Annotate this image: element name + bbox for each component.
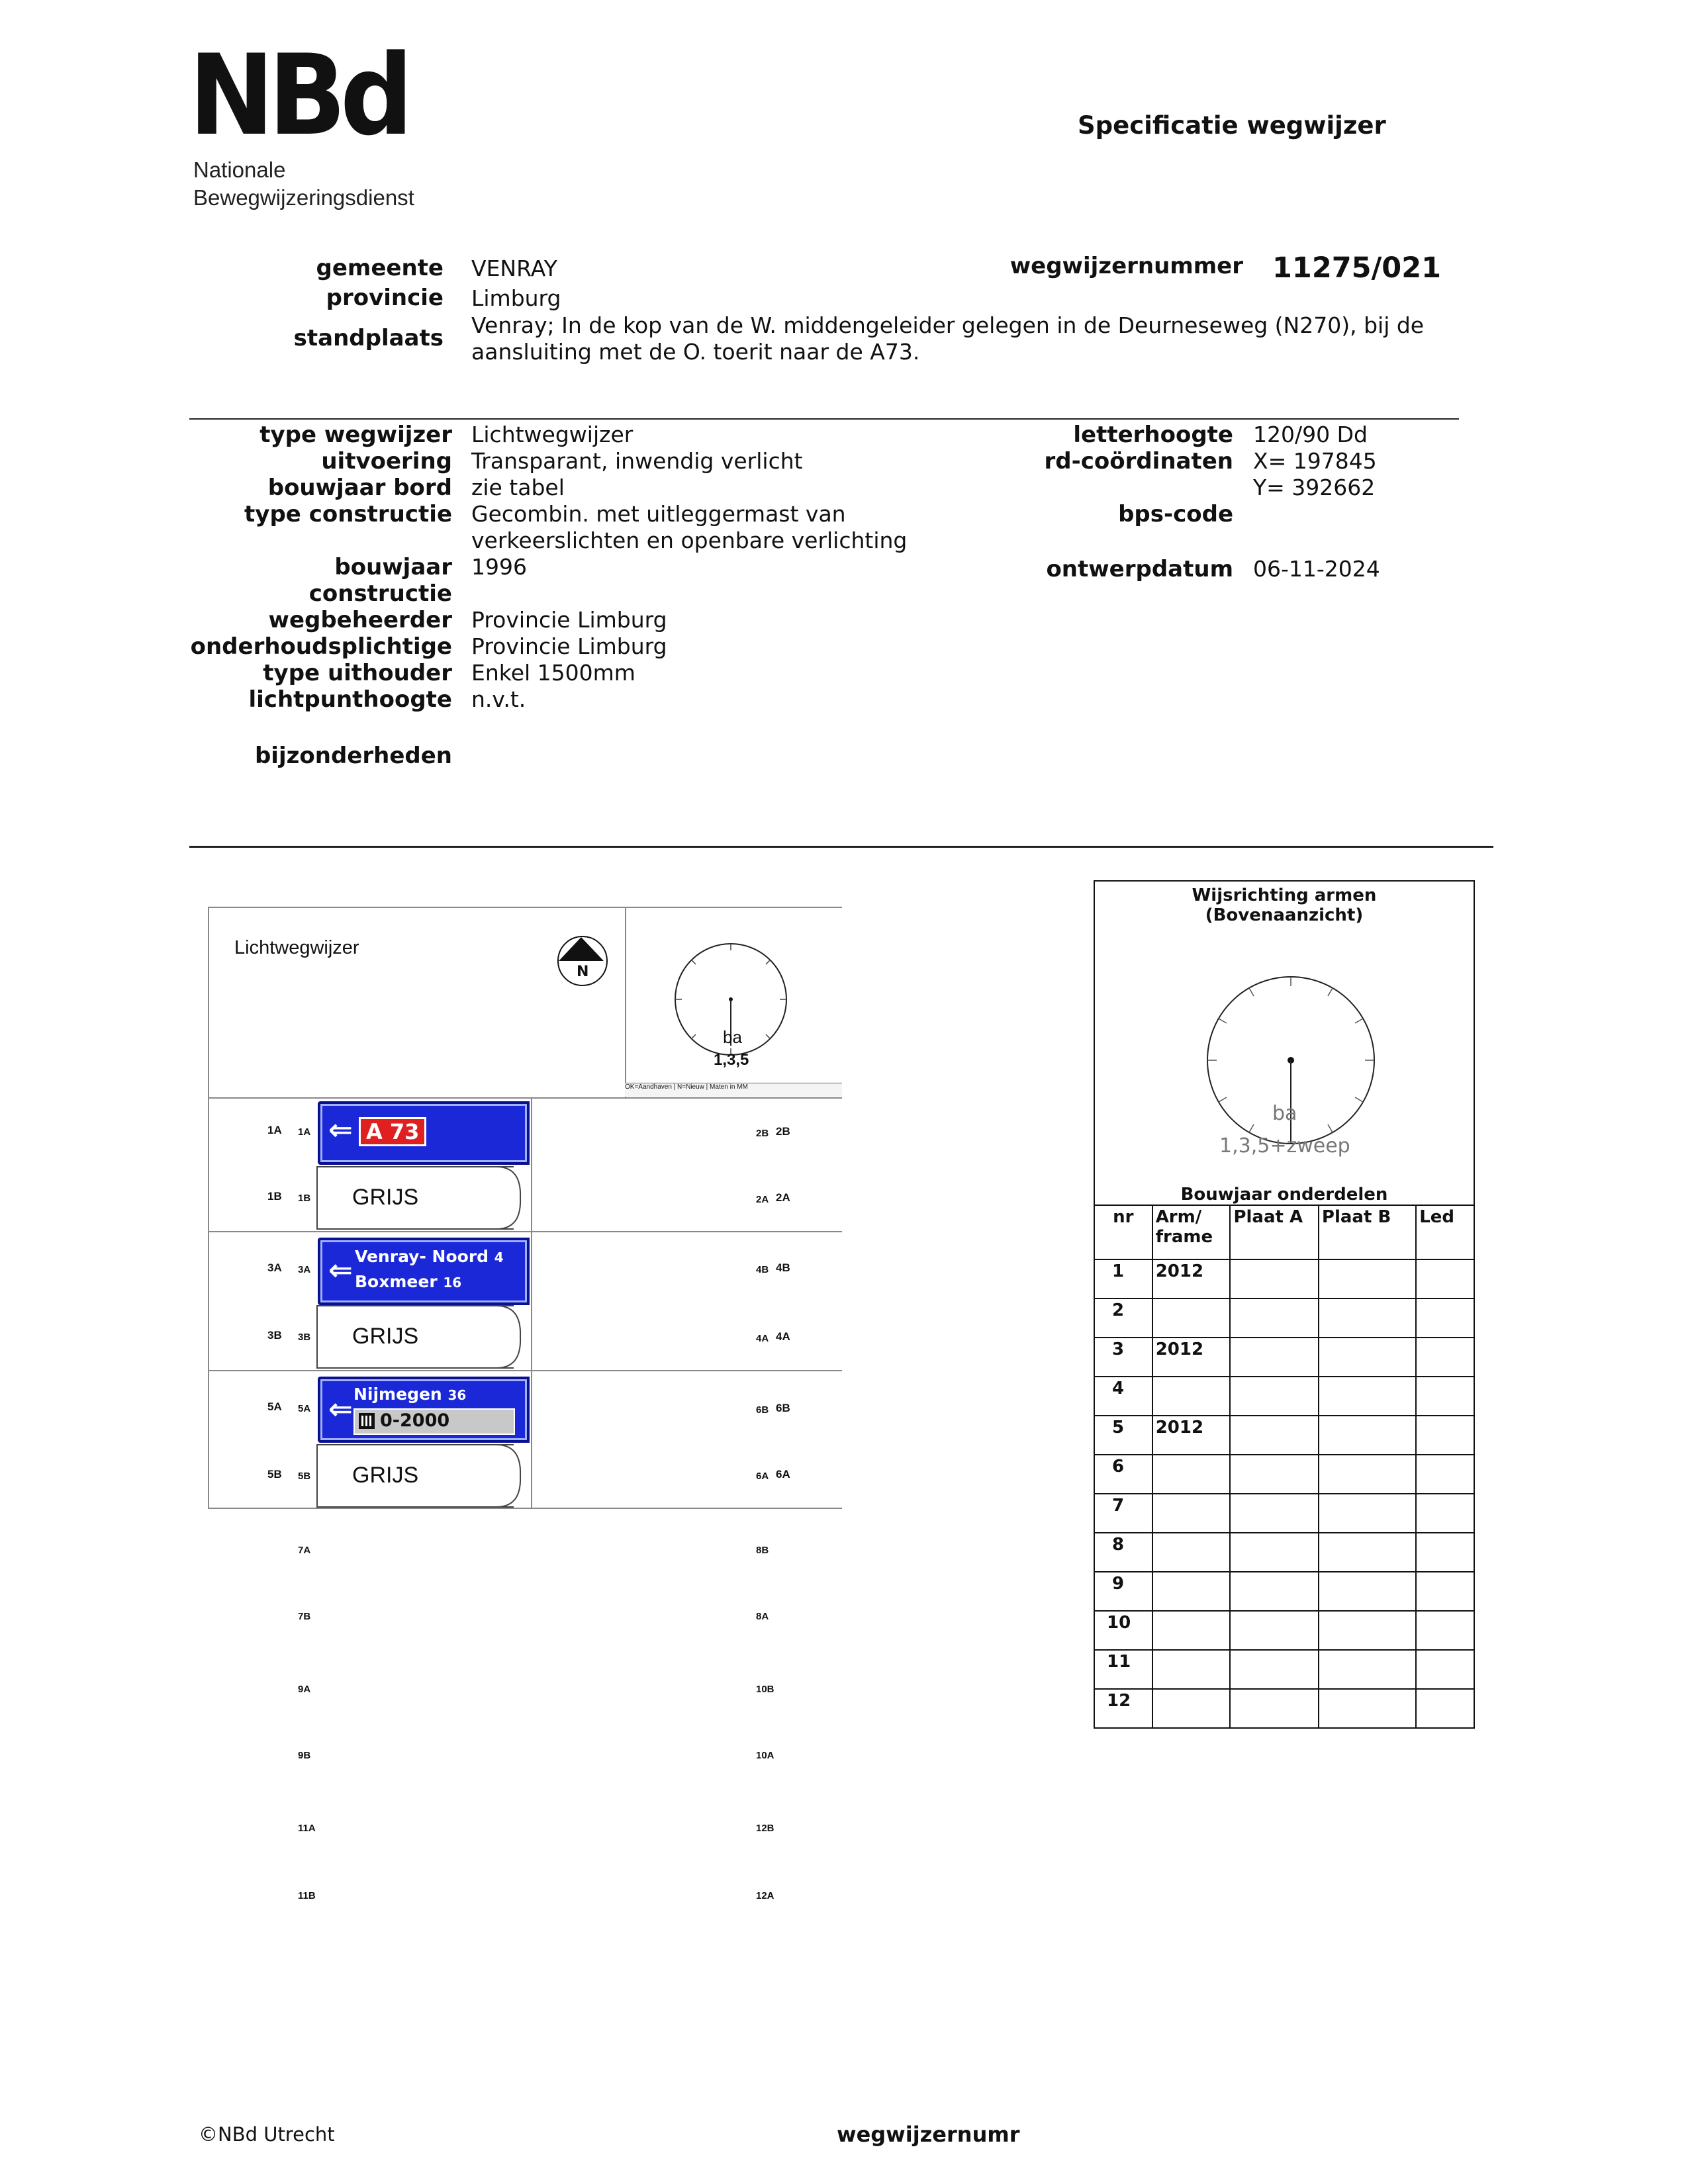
rd-x-value: X= 197845 bbox=[1253, 448, 1377, 474]
arm-label: 6A bbox=[756, 1471, 769, 1482]
sign-distance: 4 bbox=[494, 1250, 504, 1265]
table-cell: 3 bbox=[1094, 1338, 1152, 1377]
drawing-header-bottom bbox=[208, 1097, 842, 1099]
arrow-left-icon: ⇐ bbox=[328, 1113, 353, 1147]
divider-top bbox=[189, 418, 1459, 420]
arrow-left-icon: ⇐ bbox=[328, 1392, 353, 1426]
table-row bbox=[1094, 1689, 1474, 1728]
arm-label: 9B bbox=[298, 1750, 311, 1761]
table-row bbox=[1094, 1416, 1474, 1455]
arm-label: 11A bbox=[298, 1823, 316, 1834]
table-row bbox=[1094, 1455, 1474, 1494]
arm-label: 7A bbox=[298, 1545, 311, 1556]
arm-label: 9A bbox=[298, 1684, 311, 1695]
table-row bbox=[1094, 1611, 1474, 1650]
ontwerpdatum-label: ontwerpdatum bbox=[1046, 556, 1233, 582]
spec-label: onderhoudsplichtige bbox=[190, 633, 452, 660]
arrow-left-icon: ⇐ bbox=[328, 1253, 353, 1287]
right-column-line bbox=[531, 1099, 532, 1509]
table-cell bbox=[1416, 1455, 1474, 1494]
spec-row bbox=[146, 501, 1006, 527]
table-cell bbox=[1319, 1650, 1416, 1689]
sign-destination: Venray- Noord bbox=[355, 1247, 489, 1266]
table-cell: 10 bbox=[1094, 1611, 1152, 1650]
table-cell bbox=[1230, 1494, 1318, 1533]
table-cell bbox=[1416, 1611, 1474, 1650]
arm-label: 5A bbox=[267, 1400, 282, 1413]
arm-label: 10B bbox=[756, 1684, 774, 1695]
spec-label: constructie bbox=[308, 580, 452, 607]
spec-label bbox=[146, 527, 452, 554]
table-row bbox=[1094, 1338, 1474, 1377]
arm-label: 2A bbox=[776, 1191, 790, 1204]
wijsrichting-ba: ba bbox=[1272, 1102, 1297, 1125]
wegwijzernummer-label: wegwijzernummer bbox=[1009, 253, 1243, 279]
provincie-label: provincie bbox=[326, 285, 444, 311]
spec-row bbox=[146, 475, 1006, 501]
sign-distance: 36 bbox=[447, 1387, 467, 1403]
table-row bbox=[1094, 1533, 1474, 1572]
bouwjaar-table bbox=[1094, 1205, 1475, 1729]
spec-value: Enkel 1500mm bbox=[471, 660, 635, 686]
sign-grijs-text: GRIJS bbox=[352, 1185, 419, 1210]
row-separator bbox=[208, 1370, 842, 1371]
table-cell bbox=[1152, 1377, 1231, 1416]
table-cell bbox=[1319, 1689, 1416, 1728]
table-cell: 7 bbox=[1094, 1494, 1152, 1533]
table-cell bbox=[1152, 1494, 1231, 1533]
sign-destination: Nijmegen bbox=[353, 1385, 442, 1404]
table-cell bbox=[1230, 1689, 1318, 1728]
spec-row bbox=[146, 607, 1006, 633]
drawing-left-line bbox=[208, 907, 209, 1509]
table-cell: 5 bbox=[1094, 1416, 1152, 1455]
table-cell bbox=[1152, 1298, 1231, 1338]
table-cell: 2012 bbox=[1152, 1416, 1231, 1455]
row-separator bbox=[208, 1231, 842, 1232]
spec-row bbox=[146, 633, 1006, 660]
table-cell bbox=[1319, 1298, 1416, 1338]
arm-label: 5B bbox=[267, 1468, 282, 1480]
arm-label: 5A bbox=[298, 1403, 311, 1414]
spec-value: 1996 bbox=[471, 554, 527, 580]
table-row bbox=[1094, 1650, 1474, 1689]
logo-line-2: Bewegwijzeringsdienst bbox=[193, 185, 414, 210]
arm-label: 1A bbox=[298, 1126, 311, 1138]
table-row bbox=[1094, 1572, 1474, 1611]
arm-label: 6B bbox=[776, 1402, 790, 1414]
table-cell bbox=[1319, 1494, 1416, 1533]
spec-value: verkeerslichten en openbare verlichting bbox=[471, 527, 908, 553]
sign-5a-nijmegen bbox=[318, 1377, 530, 1443]
table-cell bbox=[1230, 1377, 1318, 1416]
table-cell bbox=[1152, 1689, 1231, 1728]
table-cell bbox=[1319, 1259, 1416, 1298]
table-cell bbox=[1319, 1338, 1416, 1377]
spec-row bbox=[146, 580, 1006, 607]
table-cell bbox=[1416, 1416, 1474, 1455]
footer-wegwijzernummer: wegwijzernumr bbox=[837, 2122, 1020, 2147]
arm-label: 3A bbox=[267, 1261, 282, 1274]
bijzonderheden-label: bijzonderheden bbox=[254, 743, 452, 769]
nbd-logo: NBd bbox=[189, 30, 408, 160]
table-cell bbox=[1416, 1650, 1474, 1689]
arm-label: 7B bbox=[298, 1611, 311, 1622]
drawing-legend: OK=Aandhaven | N=Nieuw | Maten in MM bbox=[625, 1083, 842, 1097]
table-cell: 2012 bbox=[1152, 1259, 1231, 1298]
arm-label: 1A bbox=[267, 1124, 282, 1136]
sign-grijs bbox=[316, 1444, 514, 1508]
table-cell bbox=[1319, 1377, 1416, 1416]
table-cell bbox=[1230, 1259, 1318, 1298]
arm-label: 4A bbox=[776, 1330, 790, 1343]
sign-grijs-text: GRIJS bbox=[352, 1463, 419, 1488]
arm-label: 12A bbox=[756, 1890, 774, 1901]
arm-label: 4B bbox=[756, 1264, 769, 1275]
table-cell: 4 bbox=[1094, 1377, 1152, 1416]
spec-value: Transparant, inwendig verlicht bbox=[471, 448, 803, 474]
arm-label: 6A bbox=[776, 1468, 790, 1480]
table-cell bbox=[1152, 1650, 1231, 1689]
table-header-row bbox=[1094, 1205, 1474, 1259]
rd-y-value: Y= 392662 bbox=[1253, 475, 1376, 500]
table-row bbox=[1094, 1298, 1474, 1338]
spec-label: lichtpunthoogte bbox=[248, 686, 452, 713]
sign-grijs bbox=[316, 1166, 514, 1230]
table-cell bbox=[1416, 1259, 1474, 1298]
table-cell bbox=[1230, 1650, 1318, 1689]
spec-row bbox=[146, 448, 1006, 475]
compass-ba: ba bbox=[723, 1027, 742, 1047]
table-cell bbox=[1319, 1533, 1416, 1572]
table-row bbox=[1094, 1259, 1474, 1298]
arm-label: 3B bbox=[298, 1332, 311, 1343]
arm-label: 4B bbox=[776, 1261, 790, 1274]
wegwijzernummer-value: 11275/021 bbox=[1272, 251, 1442, 285]
spec-row bbox=[146, 527, 1006, 554]
wijsrichting-panel bbox=[1094, 880, 1475, 1729]
arm-label: 2B bbox=[776, 1125, 790, 1138]
table-cell bbox=[1416, 1533, 1474, 1572]
column-header: Plaat A bbox=[1230, 1205, 1318, 1259]
table-cell bbox=[1152, 1572, 1231, 1611]
arm-label: 12B bbox=[756, 1823, 774, 1834]
rd-coordinaten-label: rd-coördinaten bbox=[1044, 448, 1233, 475]
table-cell bbox=[1319, 1611, 1416, 1650]
compass-nums: 1,3,5 bbox=[714, 1051, 749, 1069]
bps-code-label: bps-code bbox=[1118, 501, 1233, 527]
parking-hours: 0-2000 bbox=[380, 1410, 450, 1431]
table-cell bbox=[1230, 1572, 1318, 1611]
table-cell bbox=[1416, 1338, 1474, 1377]
wijsrichting-title-1: Wijsrichting armen bbox=[1192, 886, 1377, 905]
sign-line-1 bbox=[353, 1385, 466, 1404]
row-separator bbox=[208, 1508, 842, 1509]
specs-left bbox=[146, 422, 1006, 713]
arm-label: 2B bbox=[756, 1128, 769, 1139]
spec-label: bouwjaar bord bbox=[267, 475, 452, 501]
arm-label: 6B bbox=[756, 1404, 769, 1416]
arm-label: 8A bbox=[756, 1611, 769, 1622]
spec-row bbox=[146, 554, 1006, 580]
table-cell bbox=[1319, 1455, 1416, 1494]
sign-line-2 bbox=[355, 1272, 461, 1291]
arm-label: 1B bbox=[298, 1193, 311, 1204]
table-cell bbox=[1230, 1298, 1318, 1338]
sign-line-1 bbox=[355, 1247, 504, 1266]
letterhoogte-label: letterhoogte bbox=[1073, 422, 1233, 448]
arm-label: 5B bbox=[298, 1471, 311, 1482]
arm-label: 2A bbox=[756, 1194, 769, 1205]
spec-value: zie tabel bbox=[471, 475, 565, 500]
divider-middle bbox=[189, 846, 1493, 848]
table-cell bbox=[1230, 1611, 1318, 1650]
table-cell bbox=[1416, 1689, 1474, 1728]
table-cell: 6 bbox=[1094, 1455, 1152, 1494]
standplaats-line-2: aansluiting met de O. toerit naar de A73. bbox=[471, 339, 920, 365]
table-cell: 9 bbox=[1094, 1572, 1152, 1611]
table-cell: 2 bbox=[1094, 1298, 1152, 1338]
sign-3a-venray-noord bbox=[318, 1238, 530, 1305]
provincie-value: Limburg bbox=[471, 285, 561, 311]
table-cell bbox=[1416, 1572, 1474, 1611]
spec-row bbox=[146, 422, 1006, 448]
arm-label: 1B bbox=[267, 1190, 282, 1203]
table-cell bbox=[1230, 1533, 1318, 1572]
table-cell bbox=[1230, 1455, 1318, 1494]
north-label: N bbox=[577, 964, 589, 980]
table-cell bbox=[1319, 1572, 1416, 1611]
arm-label: 10A bbox=[756, 1750, 774, 1761]
table-row bbox=[1094, 1494, 1474, 1533]
gemeente-value: VENRAY bbox=[471, 255, 557, 281]
table-cell bbox=[1152, 1455, 1231, 1494]
parking-icon bbox=[359, 1413, 375, 1429]
wijsrichting-title-2: (Bovenaanzicht) bbox=[1205, 905, 1364, 925]
standplaats-label: standplaats bbox=[293, 325, 444, 351]
table-cell: 11 bbox=[1094, 1650, 1152, 1689]
arm-label: 4A bbox=[756, 1333, 769, 1344]
ontwerpdatum-value: 06-11-2024 bbox=[1253, 556, 1380, 582]
arm-label: 8B bbox=[756, 1545, 769, 1556]
arm-label: 3B bbox=[267, 1329, 282, 1342]
spec-row bbox=[146, 686, 1006, 713]
table-cell bbox=[1152, 1533, 1231, 1572]
letterhoogte-value: 120/90 Dd bbox=[1253, 422, 1368, 447]
spec-label: wegbeheerder bbox=[268, 607, 452, 633]
table-cell: 8 bbox=[1094, 1533, 1152, 1572]
column-header: Arm/ frame bbox=[1152, 1205, 1231, 1259]
sign-drawing bbox=[208, 907, 842, 1509]
sign-parking-bar bbox=[353, 1408, 515, 1435]
table-cell bbox=[1319, 1416, 1416, 1455]
column-header: nr bbox=[1094, 1205, 1152, 1259]
compass-large-icon bbox=[1198, 968, 1383, 1153]
spec-label: type wegwijzer bbox=[259, 422, 452, 448]
spec-value: n.v.t. bbox=[471, 686, 526, 712]
sign-grijs bbox=[316, 1305, 514, 1369]
spec-label: type constructie bbox=[244, 501, 452, 527]
sign-route-shield: A 73 bbox=[359, 1117, 426, 1146]
arm-label: 11B bbox=[298, 1890, 316, 1901]
logo-line-1: Nationale bbox=[193, 158, 286, 182]
footer-copyright: ©NBd Utrecht bbox=[199, 2123, 335, 2146]
sign-destination: Boxmeer bbox=[355, 1272, 438, 1291]
wijsrichting-nums: 1,3,5+zweep bbox=[1219, 1134, 1350, 1158]
table-cell bbox=[1152, 1611, 1231, 1650]
spec-value: Provincie Limburg bbox=[471, 633, 667, 659]
spec-label: uitvoering bbox=[321, 448, 452, 475]
wijsrichting-title bbox=[1095, 886, 1474, 925]
spec-value: Provincie Limburg bbox=[471, 607, 667, 633]
sign-distance: 16 bbox=[443, 1275, 462, 1291]
document-title: Specificatie wegwijzer bbox=[1078, 111, 1386, 140]
gemeente-label: gemeente bbox=[316, 255, 444, 281]
table-cell bbox=[1416, 1494, 1474, 1533]
north-arrow-icon bbox=[557, 936, 608, 986]
table-cell bbox=[1230, 1416, 1318, 1455]
column-header: Led bbox=[1416, 1205, 1474, 1259]
table-cell: 2012 bbox=[1152, 1338, 1231, 1377]
arm-label: 3A bbox=[298, 1264, 311, 1275]
spec-value: Lichtwegwijzer bbox=[471, 422, 633, 447]
drawing-title: Lichtwegwijzer bbox=[234, 937, 359, 958]
bouwjaar-title: Bouwjaar onderdelen bbox=[1180, 1185, 1388, 1205]
spec-value: Gecombin. met uitleggermast van bbox=[471, 501, 846, 527]
spec-row bbox=[146, 660, 1006, 686]
drawing-mid-line bbox=[625, 907, 626, 1099]
sign-1a-a73 bbox=[318, 1101, 530, 1165]
spec-label: bouwjaar bbox=[334, 554, 452, 580]
drawing-top-line bbox=[208, 907, 842, 908]
table-row bbox=[1094, 1377, 1474, 1416]
table-cell: 12 bbox=[1094, 1689, 1152, 1728]
standplaats-line-1: Venray; In de kop van de W. middengeleider gelegen in de Deurneseweg (N270), bij de bbox=[471, 312, 1425, 338]
spec-label: type uithouder bbox=[263, 660, 452, 686]
sign-grijs-text: GRIJS bbox=[352, 1324, 419, 1349]
table-cell bbox=[1416, 1298, 1474, 1338]
column-header: Plaat B bbox=[1319, 1205, 1416, 1259]
table-cell bbox=[1416, 1377, 1474, 1416]
table-cell bbox=[1230, 1338, 1318, 1377]
table-cell: 1 bbox=[1094, 1259, 1152, 1298]
